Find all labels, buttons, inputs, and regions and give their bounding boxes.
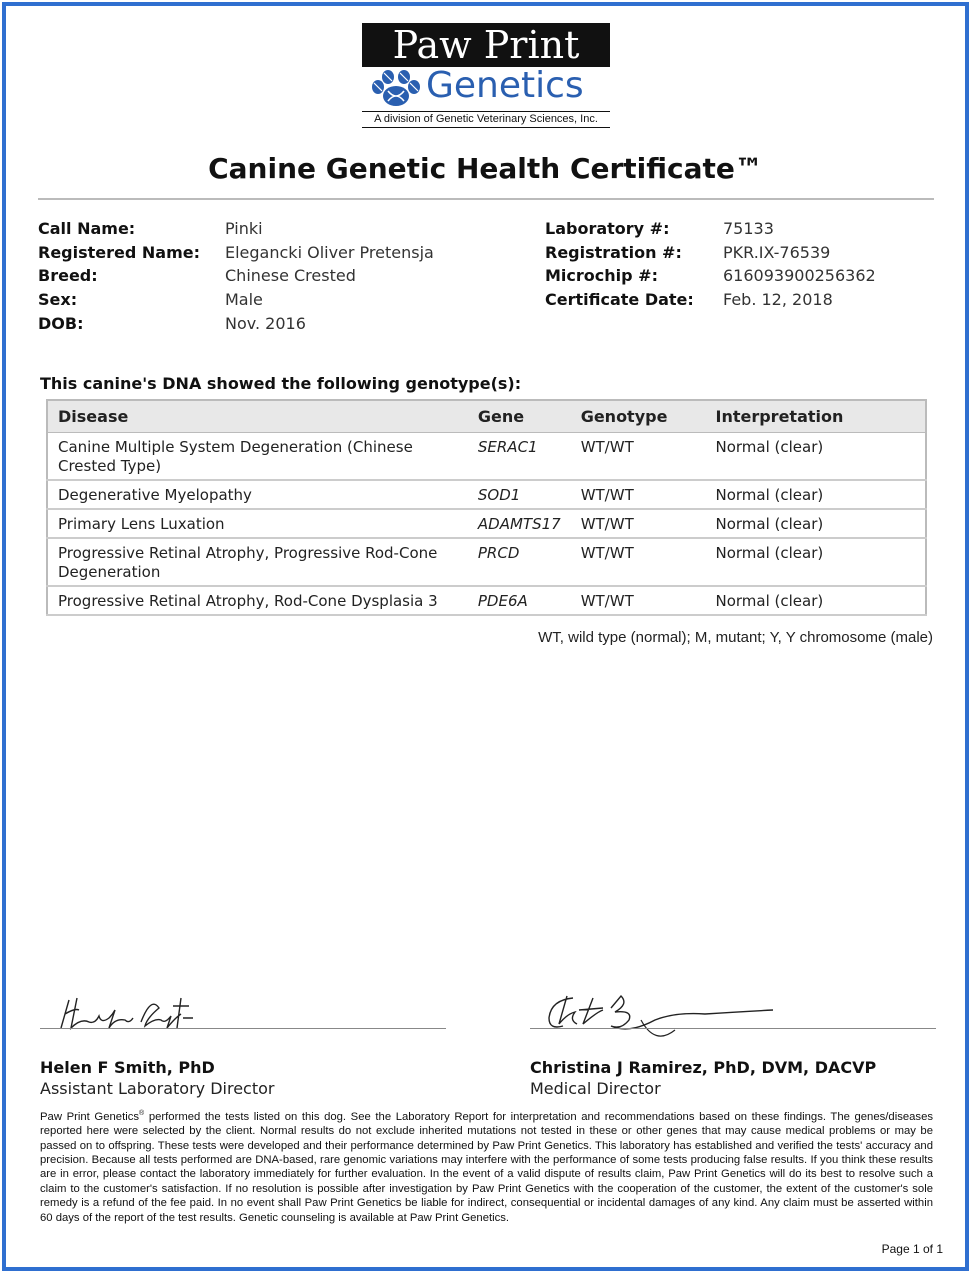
breed-value: Chinese Crested [225, 266, 356, 286]
signature-christina-ramirez [545, 990, 777, 1050]
registered-mark: ® [139, 1110, 145, 1117]
table-row [47, 509, 926, 538]
gene-cell: PDE6A [468, 586, 571, 615]
genotype-cell: WT/WT [571, 480, 706, 509]
gene-cell: PRCD [468, 538, 571, 586]
registered-name-value: Elegancki Oliver Pretensja [225, 242, 434, 262]
sex-label: Sex: [38, 290, 78, 310]
genotype-cell: WT/WT [571, 538, 706, 586]
signer-name-right: Christina J Ramirez, PhD, DVM, DACVP [530, 1058, 877, 1077]
interpretation-cell: Normal (clear) [705, 538, 926, 586]
column-header-genotype: Genotype [571, 400, 706, 433]
certificate-date-label: Certificate Date: [545, 290, 694, 310]
gene-cell: ADAMTS17 [468, 509, 571, 538]
legal-disclaimer [40, 1107, 933, 1225]
sex-value: Male [225, 290, 263, 310]
registration-number-label: Registration #: [545, 242, 682, 262]
column-header-gene: Gene [468, 400, 571, 433]
table-row [47, 586, 926, 615]
interpretation-cell: Normal (clear) [705, 586, 926, 615]
page-number: Page 1 of 1 [881, 1242, 943, 1256]
column-header-disease: Disease [47, 400, 468, 433]
disease-cell: Progressive Retinal Atrophy, Rod-Cone Dysplasia 3 [47, 586, 468, 615]
interpretation-cell: Normal (clear) [705, 480, 926, 509]
certificate-title: Canine Genetic Health Certificate™ [208, 152, 763, 185]
call-name-value: Pinki [225, 219, 263, 238]
dog-info-right [545, 217, 935, 317]
interpretation-cell: Normal (clear) [705, 433, 926, 481]
dob-label: DOB: [38, 313, 84, 333]
registered-name-label: Registered Name: [38, 242, 201, 262]
disclaimer-text: performed the tests listed on this dog. See the Laboratory Report for interpretation and recommendations based on these findings. The genes/diseases reported here were selected by the client. Normal results do not exclude inherited mutations not tested in these or other genes that may cause medical problems or may be passed on to offspring. These tests were developed and their performance determined by Paw Print Genetics. This laboratory has established and verified the tests' accuracy and precision. Because all tests performed are DNA-based, rare genomic variations may interfere with the performance of some tests producing false results. If you think these results are in error, please contact the laboratory immediately for further evaluation. In the event of a valid dispute of results claim, Paw Print Genetics will do its best to resolve such a claim to the customer's satisfaction. If no resolution is possible after investigation by Paw Print Genetics with the cooperation of the customer, the extent of the customer's sole remedy is a refund of the fee paid. In no event shall Paw Print Genetics be liable for indirect, consequential or incidental damages of any kind. Any claim must be asserted within 60 days of the report of the test results. Genetic counseling is available at Paw Print Genetics. [40, 1110, 934, 1224]
signature-line-left [40, 1028, 446, 1029]
logo-wordmark-top: Paw Print [362, 23, 610, 67]
table-row [47, 433, 926, 481]
genotype-section-heading: This canine's DNA showed the following genotype(s): [40, 374, 522, 393]
table-row [47, 480, 926, 509]
logo-wordmark-bottom: Genetics [426, 65, 584, 106]
logo-division-text: A division of Genetic Veterinary Sciences, Inc. [362, 111, 610, 128]
title-divider [38, 198, 934, 200]
microchip-number-label: Microchip #: [545, 266, 658, 286]
genotype-cell: WT/WT [571, 509, 706, 538]
signature-line-right [530, 1028, 936, 1029]
signer-role-right: Medical Director [530, 1079, 661, 1098]
dog-info-left [38, 217, 518, 337]
genotype-cell: WT/WT [571, 433, 706, 481]
signer-name-left: Helen F Smith, PhD [40, 1058, 215, 1077]
signer-role-left: Assistant Laboratory Director [40, 1079, 275, 1098]
company-logo [362, 23, 610, 128]
microchip-number-value: 616093900256362 [723, 266, 876, 286]
table-header-row [47, 400, 926, 433]
registration-number-value: PKR.IX-76539 [723, 242, 831, 262]
laboratory-number-value: 75133 [723, 219, 774, 238]
gene-cell: SERAC1 [468, 433, 571, 481]
genotype-cell: WT/WT [571, 586, 706, 615]
laboratory-number-label: Laboratory #: [545, 219, 670, 238]
interpretation-cell: Normal (clear) [705, 509, 926, 538]
paw-dna-icon [366, 69, 426, 109]
call-name-label: Call Name: [38, 219, 136, 238]
table-row [47, 538, 926, 586]
disclaimer-brand: Paw Print Genetics [40, 1110, 140, 1123]
disease-cell: Degenerative Myelopathy [47, 480, 468, 509]
disease-cell: Primary Lens Luxation [47, 509, 468, 538]
disease-cell: Progressive Retinal Atrophy, Progressive Rod-Cone Degeneration [47, 538, 468, 586]
gene-cell: SOD1 [468, 480, 571, 509]
breed-label: Breed: [38, 266, 98, 286]
column-header-interpretation: Interpretation [705, 400, 926, 433]
disease-cell: Canine Multiple System Degeneration (Chinese Crested Type) [47, 433, 468, 481]
genotype-legend: WT, wild type (normal); M, mutant; Y, Y chromosome (male) [538, 629, 933, 646]
genotype-results-table [46, 399, 927, 616]
certificate-date-value: Feb. 12, 2018 [723, 290, 833, 310]
dob-value: Nov. 2016 [225, 313, 306, 333]
